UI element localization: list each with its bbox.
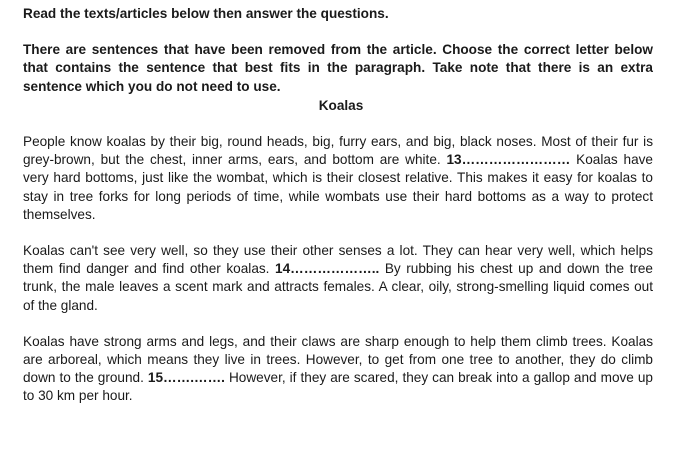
paragraph-1-text-before: People know koalas by their big, round heads, big, furry ears, and big, black noses. Most of their fur is grey-brown, but the chest, inner arms, ears, and bottom are white.	[23, 134, 653, 168]
paragraph-3-text-after: However, if they are scared, they can break into a gallop and move up to 30 km per hour.	[23, 370, 653, 404]
blank-13: 13……………………	[446, 152, 571, 168]
blank-14: 14………………..	[275, 261, 380, 277]
paragraph-2-text-before: Koalas can't see very well, so they use their other senses a lot. They can hear very well, which helps them find danger and find other koalas.	[23, 243, 653, 277]
paragraph-1-text-after: Koalas have very hard bottoms, just like the wombat, which is their closest relative. This makes it easy for koalas to stay in tree forks for long periods of time, while wombats use their hard bottoms as a way to protect themselves.	[23, 152, 653, 222]
paragraph-2-text-after: By rubbing his chest up and down the tree trunk, the male leaves a scent mark and attracts females. A clear, oily, strong-smelling liquid comes out of the gland.	[23, 261, 653, 313]
sub-instruction: There are sentences that have been removed from the article. Choose the correct letter below that contains the sentence that best fits in the paragraph. Take note that there is an extra sentence which you do not need to use.	[23, 42, 653, 94]
blank-15: 15…….…….	[147, 370, 225, 386]
article-title: Koalas	[318, 97, 364, 113]
paragraph-3	[23, 333, 653, 406]
paragraph-1	[23, 133, 653, 224]
paragraph-3-text-before: Koalas have strong arms and legs, and their claws are sharp enough to help them climb trees. Koalas are arboreal, which means they live in trees. However, to get from one tree to another, they do climb down to the ground.	[23, 333, 653, 386]
main-instruction: Read the texts/articles below then answer the questions.	[23, 6, 389, 21]
paragraph-2	[23, 242, 653, 315]
